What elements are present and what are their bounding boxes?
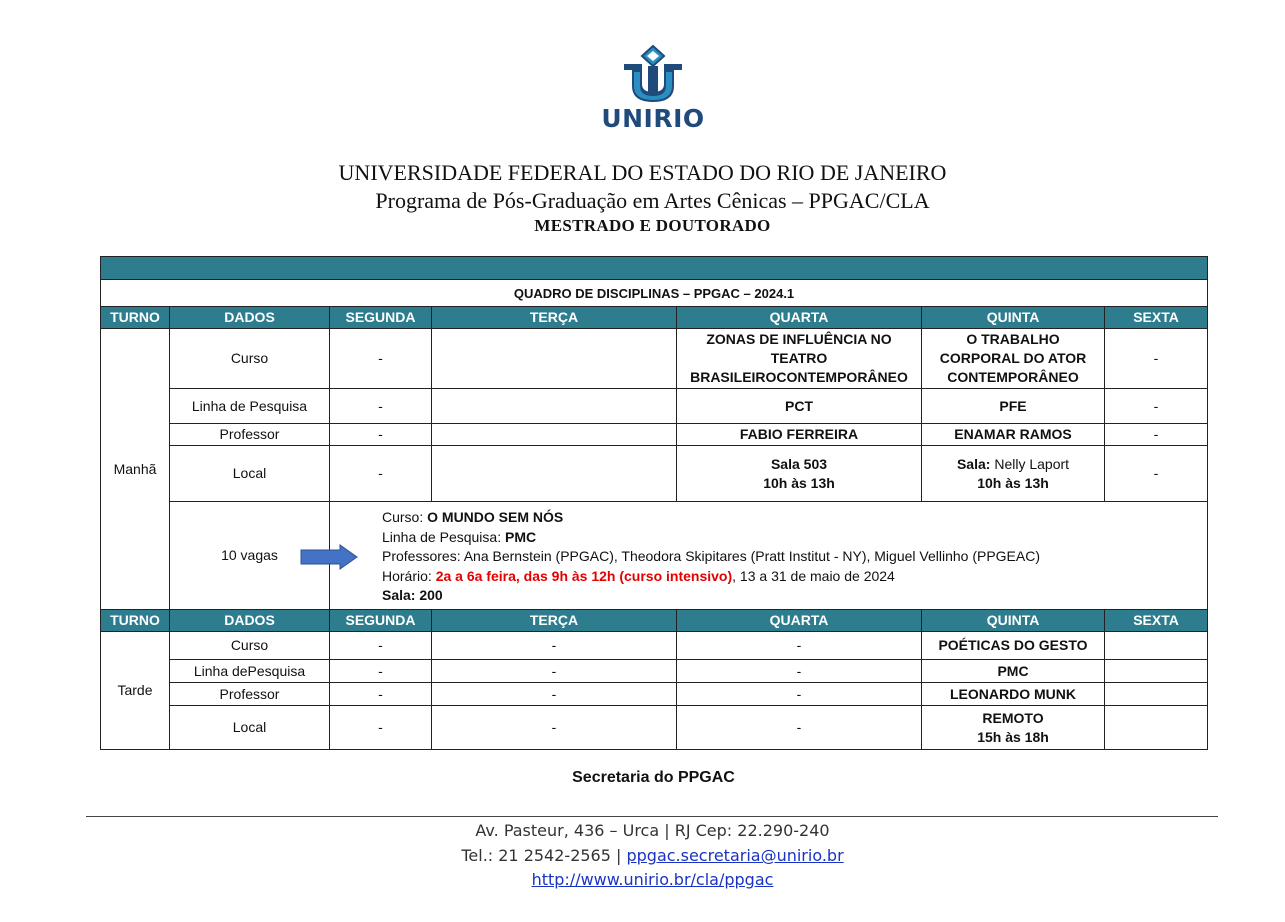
quarta-room: Sala 503	[770, 455, 828, 472]
quinta-room: REMOTO	[982, 709, 1044, 726]
header-quarta: QUARTA	[677, 307, 922, 329]
terca-cell	[432, 446, 677, 502]
sala-text: Sala: 200	[382, 587, 443, 604]
quinta-cell: ENAMAR RAMOS	[922, 424, 1105, 446]
table-row	[101, 660, 1208, 683]
quinta-cell: POÉTICAS DO GESTO	[922, 632, 1105, 660]
dados-cell: Professor	[170, 683, 330, 706]
unirio-logo	[598, 44, 708, 134]
quarta-cell: PCT	[677, 389, 922, 424]
table-header-row	[101, 307, 1208, 329]
dados-cell: Local	[170, 446, 330, 502]
table-row	[101, 683, 1208, 706]
sexta-cell: -	[1105, 424, 1208, 446]
quinta-cell: O TRABALHO CORPORAL DO ATOR CONTEMPORÂNEO	[922, 329, 1105, 389]
table-header-row	[101, 610, 1208, 632]
header-sexta: SEXTA	[1105, 610, 1208, 632]
horario-dates: , 13 a 31 de maio de 2024	[732, 567, 895, 584]
header-terca: TERÇA	[432, 610, 677, 632]
quarta-cell: -	[677, 660, 922, 683]
horario-label: Horário:	[382, 567, 436, 584]
professores-text: Professores: Ana Bernstein (PPGAC), Theodora Skipitares (Pratt Institut - NY), Miguel Vellinho (PPGEAC)	[382, 548, 1041, 565]
table-row	[101, 706, 1208, 750]
horario-highlight: 2a a 6a feira, das 9h às 12h (curso intensivo)	[435, 567, 733, 584]
sexta-cell	[1105, 706, 1208, 750]
quarta-cell: -	[677, 632, 922, 660]
quinta-cell	[922, 706, 1105, 750]
dados-cell: Curso	[170, 632, 330, 660]
terca-cell: -	[432, 632, 677, 660]
dados-cell: Linha dePesquisa	[170, 660, 330, 683]
quinta-cell: PMC	[922, 660, 1105, 683]
dados-cell: Curso	[170, 329, 330, 389]
dados-cell: Local	[170, 706, 330, 750]
header-segunda: SEGUNDA	[330, 610, 432, 632]
header-quarta: QUARTA	[677, 610, 922, 632]
turno-tarde: Tarde	[101, 632, 170, 750]
intensive-course-info	[330, 502, 1208, 610]
quarta-time: 10h às 13h	[763, 474, 835, 491]
sexta-cell: -	[1105, 446, 1208, 502]
table-row	[101, 389, 1208, 424]
header-terca: TERÇA	[432, 307, 677, 329]
header-segunda: SEGUNDA	[330, 307, 432, 329]
curso-value: O MUNDO SEM NÓS	[427, 509, 564, 525]
terca-cell	[432, 329, 677, 389]
segunda-cell: -	[330, 424, 432, 446]
university-name: UNIVERSIDADE FEDERAL DO ESTADO DO RIO DE JANEIRO	[338, 160, 947, 185]
schedule-table	[100, 256, 1208, 750]
header-quinta: QUINTA	[922, 307, 1105, 329]
table-title: QUADRO DE DISCIPLINAS – PPGAC – 2024.1	[101, 280, 1208, 307]
footer-url	[0, 870, 1285, 889]
turno-manha: Manhã	[101, 329, 170, 610]
sexta-cell: -	[1105, 389, 1208, 424]
right-arrow-icon	[300, 544, 358, 570]
sexta-cell: -	[1105, 329, 1208, 389]
dados-cell: Professor	[170, 424, 330, 446]
website-link[interactable]: http://www.unirio.br/cla/ppgac	[531, 870, 774, 889]
terca-cell: -	[432, 683, 677, 706]
quarta-cell: -	[677, 683, 922, 706]
terca-cell	[432, 424, 677, 446]
header-dados: DADOS	[170, 307, 330, 329]
quinta-cell	[922, 446, 1105, 502]
table-row	[101, 446, 1208, 502]
segunda-cell: -	[330, 329, 432, 389]
terca-cell: -	[432, 660, 677, 683]
quarta-cell: ZONAS DE INFLUÊNCIA NO TEATRO BRASILEIROCONTEMPORÂNEO	[677, 329, 922, 389]
header-turno: TURNO	[101, 610, 170, 632]
quinta-time: 15h às 18h	[977, 728, 1049, 745]
quarta-cell	[677, 446, 922, 502]
secretaria-label: Secretaria do PPGAC	[572, 769, 735, 786]
vagas-cell: 10 vagas	[170, 502, 330, 610]
table-row-vagas	[101, 502, 1208, 610]
footer-divider	[86, 816, 1218, 817]
table-header-bar	[101, 257, 1208, 280]
segunda-cell: -	[330, 683, 432, 706]
header-sexta: SEXTA	[1105, 307, 1208, 329]
segunda-cell: -	[330, 660, 432, 683]
segunda-cell: -	[330, 632, 432, 660]
logo-text: UNIRIO	[601, 104, 705, 133]
quinta-room-label: Sala:	[956, 455, 991, 472]
linha-value: PMC	[504, 528, 537, 545]
terca-cell	[432, 389, 677, 424]
terca-cell: -	[432, 706, 677, 750]
footer-address: Av. Pasteur, 436 – Urca | RJ Cep: 22.290-240	[475, 821, 830, 840]
segunda-cell: -	[330, 446, 432, 502]
table-row	[101, 424, 1208, 446]
sexta-cell	[1105, 660, 1208, 683]
program-name: Programa de Pós-Graduação em Artes Cênicas – PPGAC/CLA	[375, 188, 930, 213]
header-dados: DADOS	[170, 610, 330, 632]
sexta-cell	[1105, 683, 1208, 706]
email-link[interactable]: ppgac.secretaria@unirio.br	[626, 846, 844, 865]
quinta-room-value: Nelly Laport	[990, 455, 1070, 472]
quarta-cell: -	[677, 706, 922, 750]
program-level: MESTRADO E DOUTORADO	[534, 216, 771, 235]
table-title-row	[101, 280, 1208, 307]
quinta-cell: PFE	[922, 389, 1105, 424]
table-row	[101, 632, 1208, 660]
sexta-cell	[1105, 632, 1208, 660]
segunda-cell: -	[330, 706, 432, 750]
linha-label: Linha de Pesquisa:	[382, 528, 505, 545]
footer-contact	[0, 846, 1285, 865]
quarta-cell: FABIO FERREIRA	[677, 424, 922, 446]
curso-label: Curso:	[382, 509, 428, 525]
dados-cell: Linha de Pesquisa	[170, 389, 330, 424]
quinta-time: 10h às 13h	[977, 474, 1049, 491]
header-quinta: QUINTA	[922, 610, 1105, 632]
quinta-cell: LEONARDO MUNK	[922, 683, 1105, 706]
footer-tel: Tel.: 21 2542-2565 |	[461, 846, 627, 865]
header-turno: TURNO	[101, 307, 170, 329]
table-row	[101, 329, 1208, 389]
segunda-cell: -	[330, 389, 432, 424]
unirio-emblem-icon	[598, 44, 708, 106]
